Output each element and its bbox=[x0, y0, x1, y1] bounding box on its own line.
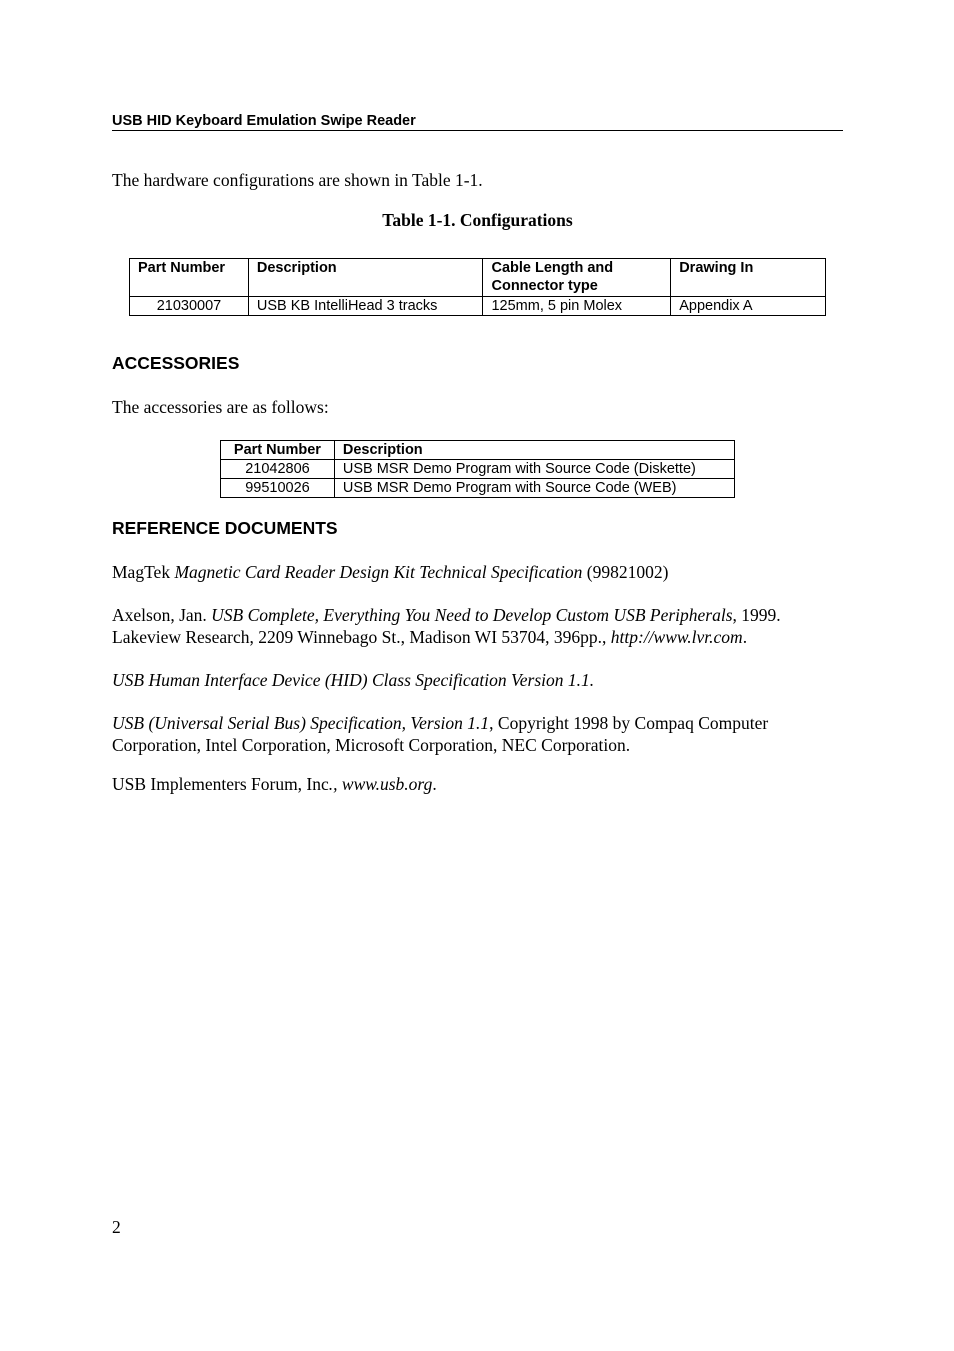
table-caption: Table 1-1. Configurations bbox=[382, 210, 573, 230]
table-cell: 99510026 bbox=[221, 479, 335, 498]
table-header-row bbox=[130, 259, 826, 297]
reference-item bbox=[112, 669, 594, 691]
reference-text: (99821002) bbox=[582, 562, 669, 582]
table-cell: USB MSR Demo Program with Source Code (WEB) bbox=[334, 479, 734, 498]
reference-title: Magnetic Card Reader Design Kit Technical Specification bbox=[174, 562, 583, 582]
reference-text: . bbox=[432, 774, 437, 794]
reference-item bbox=[112, 773, 437, 795]
reference-link[interactable]: ., www.usb.org bbox=[328, 774, 433, 794]
reference-title: USB (Universal Serial Bus) Specification, Version 1.1 bbox=[112, 713, 490, 733]
table-cell: Appendix A bbox=[671, 297, 826, 316]
accessories-intro: The accessories are as follows: bbox=[112, 397, 329, 417]
reference-text: , 1999. Lakeview Research, 2209 Winnebago St., Madison WI 53704, 396pp., bbox=[112, 605, 781, 647]
table-cell: 21030007 bbox=[130, 297, 249, 316]
table-cell: USB KB IntelliHead 3 tracks bbox=[248, 297, 483, 316]
table-cell: USB MSR Demo Program with Source Code (Diskette) bbox=[334, 460, 734, 479]
table-cell: 21042806 bbox=[221, 460, 335, 479]
reference-documents-heading: REFERENCE DOCUMENTS bbox=[112, 518, 338, 538]
table-row bbox=[221, 460, 735, 479]
running-header: USB HID Keyboard Emulation Swipe Reader bbox=[112, 113, 843, 131]
table-row bbox=[221, 479, 735, 498]
reference-text: MagTek bbox=[112, 562, 175, 582]
page-number: 2 bbox=[112, 1217, 121, 1237]
column-header: Part Number bbox=[221, 441, 335, 460]
reference-link[interactable]: http://www.lvr.com bbox=[610, 627, 743, 647]
reference-text: USB Implementers Forum, Inc bbox=[112, 774, 329, 794]
column-header: Drawing In bbox=[671, 259, 826, 297]
table-cell: 125mm, 5 pin Molex bbox=[483, 297, 671, 316]
column-header: Description bbox=[334, 441, 734, 460]
accessories-heading: ACCESSORIES bbox=[112, 353, 240, 373]
intro-paragraph: The hardware configurations are shown in Table 1-1. bbox=[112, 170, 483, 190]
table-header-row bbox=[221, 441, 735, 460]
accessories-table bbox=[220, 440, 735, 498]
reference-title: USB Complete, Everything You Need to Develop Custom USB Peripherals bbox=[211, 605, 733, 625]
configurations-table bbox=[129, 258, 826, 316]
reference-title: USB Human Interface Device (HID) Class Specification Version 1.1. bbox=[112, 670, 595, 690]
column-header: Cable Length and Connector type bbox=[483, 259, 671, 297]
reference-text: , Copyright 1998 by Compaq Computer Corporation, Intel Corporation, Microsoft Corporation, NEC Corporation. bbox=[112, 713, 769, 755]
reference-item bbox=[112, 712, 847, 756]
table-row bbox=[130, 297, 826, 316]
reference-text: . bbox=[742, 627, 748, 647]
column-header: Part Number bbox=[130, 259, 249, 297]
reference-item bbox=[112, 561, 668, 583]
reference-item bbox=[112, 604, 847, 648]
column-header: Description bbox=[248, 259, 483, 297]
reference-text: Axelson, Jan. bbox=[112, 605, 212, 625]
